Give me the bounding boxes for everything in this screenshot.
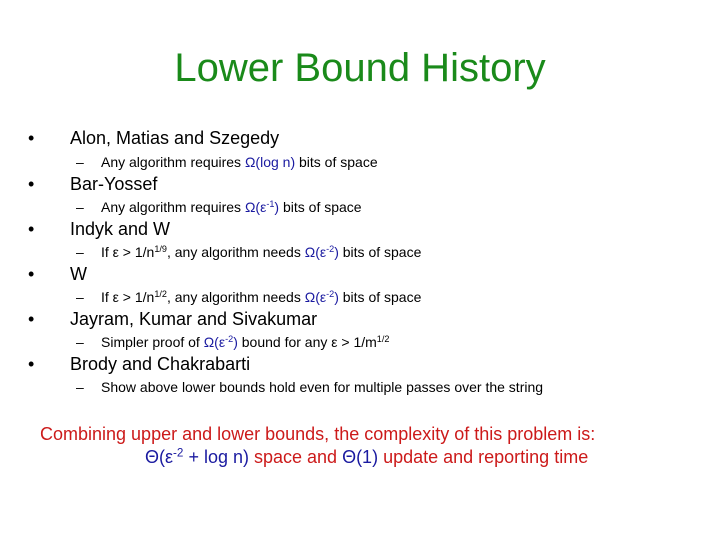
math-expression: $\Omega(\varepsilon^{-2})$ [203, 334, 238, 350]
conclusion-line1: Combining upper and lower bounds, the complexity of this problem is: [40, 424, 596, 444]
bullet-icon: • [28, 264, 35, 284]
math-expression: $\Omega(\varepsilon^{-1})$ [244, 199, 280, 215]
sub-text: bits of space [279, 199, 362, 215]
conclusion-text: update and reporting time [378, 447, 589, 467]
sub-item-brody-chakrabarti [76, 379, 543, 395]
dash-icon: – [76, 244, 84, 260]
sub-item-w [76, 289, 421, 305]
conclusion-text: space and [248, 447, 343, 467]
bullet-item-ams [28, 128, 279, 149]
bullet-icon: • [28, 128, 35, 148]
math-expression: $\Omega(\varepsilon^{-2})$ [304, 289, 339, 305]
bullet-icon: • [28, 354, 35, 374]
dash-icon: – [76, 199, 84, 215]
bullet-item-jks [28, 309, 317, 330]
math-expression: Θ(1) [342, 447, 379, 467]
sub-text: bits of space [295, 154, 378, 170]
bullet-heading: Jayram, Kumar and Sivakumar [70, 309, 318, 329]
dash-icon: – [76, 154, 84, 170]
bullet-item-bar-yossef [28, 174, 157, 195]
conclusion-line2 [145, 447, 588, 468]
sub-text: Any algorithm requires [101, 199, 245, 215]
dash-icon: – [76, 379, 84, 395]
bullet-icon: • [28, 174, 35, 194]
dash-icon: – [76, 289, 84, 305]
bullet-item-indyk-w [28, 219, 170, 240]
bullet-icon: • [28, 309, 35, 329]
bullet-item-brody-chakrabarti [28, 354, 250, 375]
slide-title: Lower Bound History [174, 46, 546, 90]
sub-item-jks [76, 334, 389, 350]
sub-text: Any algorithm requires [101, 154, 245, 170]
sub-text: bound for any $\varepsilon > 1/m^{1/2}$ [237, 334, 390, 350]
bullet-heading: Brody and Chakrabarti [70, 354, 251, 374]
sub-text: bits of space [338, 289, 422, 305]
sub-item-indyk-w [76, 244, 421, 260]
dash-icon: – [76, 334, 84, 350]
math-expression: $\Omega(\varepsilon^{-2})$ [304, 244, 339, 260]
sub-text: If $\varepsilon > 1/n^{1/2}$, any algorithm needs [101, 289, 305, 305]
bullet-heading: W [70, 264, 87, 284]
sub-item-ams [76, 154, 378, 170]
math-expression: $\Theta(\varepsilon^{-2} + \log n)$ [145, 446, 249, 467]
bullet-icon: • [28, 219, 35, 239]
bullet-item-w [28, 264, 87, 285]
sub-text: Show above lower bounds hold even for multiple passes over the string [101, 379, 544, 395]
bullet-heading: Indyk and W [70, 219, 171, 239]
sub-text: bits of space [338, 244, 422, 260]
bullet-heading: Alon, Matias and Szegedy [70, 128, 280, 148]
sub-item-bar-yossef [76, 199, 362, 215]
bullet-heading: Bar-Yossef [70, 174, 158, 194]
sub-text: Simpler proof of [101, 334, 204, 350]
math-expression: Ω(log n) [244, 154, 296, 170]
sub-text: If $\varepsilon > 1/n^{1/9}$, any algorithm needs [101, 244, 305, 260]
